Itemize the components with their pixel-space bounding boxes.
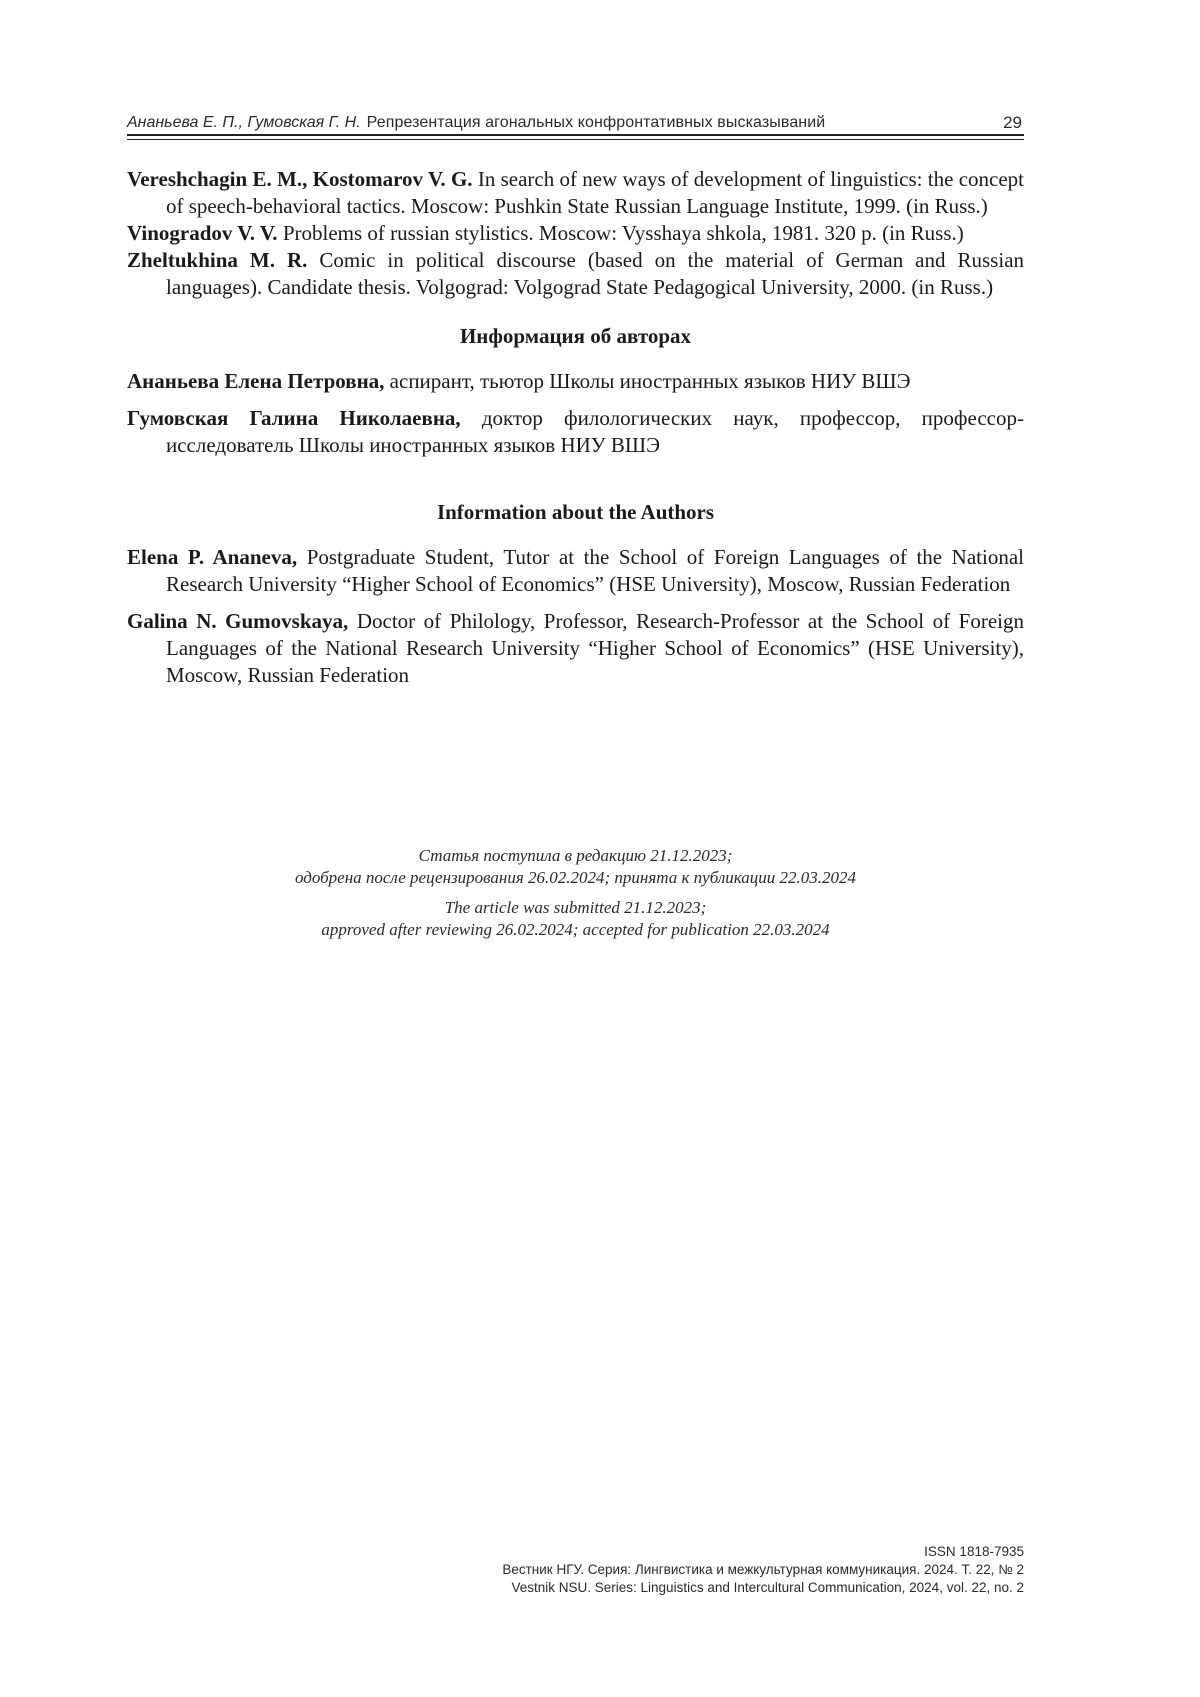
reference-entry <box>127 247 1024 301</box>
history-en-approved: approved after reviewing 26.02.2024; accepted for publication 22.03.2024 <box>321 920 830 939</box>
author-entry <box>127 608 1024 689</box>
author-name: Ананьева Елена Петровна, <box>127 369 385 393</box>
history-ru-submitted: Статья поступила в редакцию 21.12.2023; <box>418 846 733 865</box>
header-rule-thin <box>127 139 1024 140</box>
header-rule <box>127 134 1024 136</box>
reference-text: Comic in political discourse (based on the material of German and Russian languages). Candidate thesis. Volgograd: Volgograd State Pedagogical University, 2000. (in Russ.) <box>166 248 1025 299</box>
article-history <box>127 845 1024 941</box>
author-info: доктор филологических наук, профессор, профессор-исследователь Школы иностранных языков НИУ ВШЭ <box>166 406 1024 457</box>
author-name: Elena P. Ananeva, <box>127 545 298 569</box>
running-head-title: Репрезентация агональных конфронтативных высказываний <box>366 114 826 131</box>
authors-info-ru <box>127 368 1024 459</box>
authors-info-heading-en: Information about the Authors <box>436 500 715 524</box>
page-footer <box>324 1543 1024 1597</box>
author-entry <box>127 405 1024 459</box>
reference-entry <box>127 166 1024 220</box>
running-head <box>127 112 1024 134</box>
issn: ISSN 1818-7935 <box>924 1544 1024 1559</box>
authors-info-en <box>127 544 1024 689</box>
author-entry <box>127 544 1024 598</box>
main-text <box>127 166 1024 699</box>
reference-text: In search of new ways of development of linguistics: the concept of speech-behavioral tactics. Moscow: Pushkin State Russian Language Institute, 1999. (in Russ.) <box>166 167 1024 218</box>
authors-info-heading-ru: Информация об авторах <box>459 324 692 348</box>
reference-entry <box>127 220 1024 247</box>
reference-authors: Vereshchagin E. M., Kostomarov V. G. <box>127 167 473 191</box>
author-info: аспирант, тьютор Школы иностранных языков НИУ ВШЭ <box>389 369 911 393</box>
reference-authors: Vinogradov V. V. <box>127 221 278 245</box>
journal-citation-ru: Вестник НГУ. Серия: Лингвистика и межкультурная коммуникация. 2024. Т. 22, № 2 <box>502 1562 1024 1577</box>
page-number: 29 <box>1003 113 1022 132</box>
author-entry <box>127 368 1024 395</box>
history-ru-approved: одобрена после рецензирования 26.02.2024; принята к публикации 22.03.2024 <box>294 868 857 887</box>
reference-authors: Zheltukhina M. R. <box>127 248 308 272</box>
history-en-submitted: The article was submitted 21.12.2023; <box>444 898 707 917</box>
reference-list <box>127 166 1024 301</box>
author-info: Doctor of Philology, Professor, Research-Professor at the School of Foreign Languages of the National Research University “Higher School of Economics” (HSE University), Moscow, Russian Federation <box>166 609 1024 687</box>
reference-text: Problems of russian stylistics. Moscow: Vysshaya shkola, 1981. 320 p. (in Russ.) <box>282 221 964 245</box>
running-head-authors: Ананьева Е. П., Гумовская Г. Н. <box>127 114 361 131</box>
author-name: Galina N. Gumovskaya, <box>127 609 349 633</box>
journal-citation-en: Vestnik NSU. Series: Linguistics and Intercultural Communication, 2024, vol. 22, no. 2 <box>511 1580 1024 1595</box>
author-name: Гумовская Галина Николаевна, <box>127 406 461 430</box>
author-info: Postgraduate Student, Tutor at the School of Foreign Languages of the National Research University “Higher School of Economics” (HSE University), Moscow, Russian Federation <box>166 545 1024 596</box>
